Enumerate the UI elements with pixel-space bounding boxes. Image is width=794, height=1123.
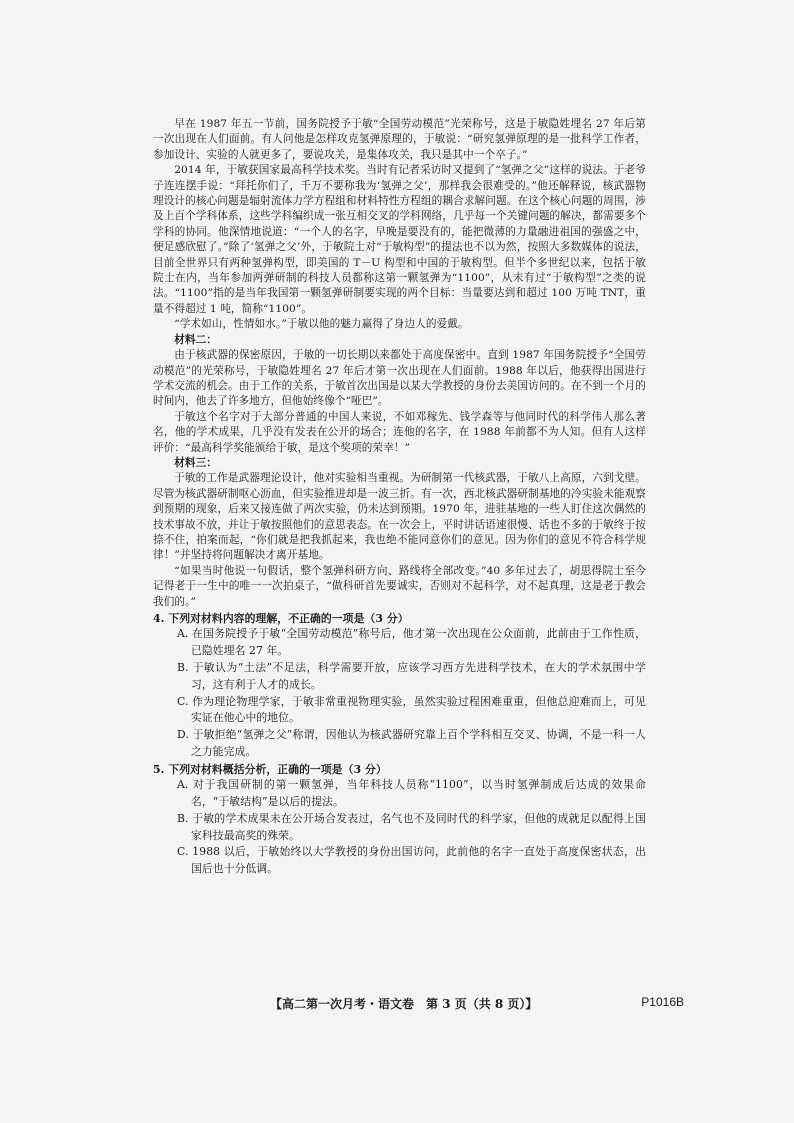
paragraph: 由于核武器的保密原因，于敏的一切长期以来都处于高度保密中。直到 1987 年国务院授予“全国劳动模范”的光荣称号，于敏隐姓埋名 27 年后才第一次出现在人们面前。1988 年以后，他获得出国进行学术交流的机会。由于工作的关系，于敏首次出国是以某大学教授的身份去美国访问的。在不到一个月的时间内，他去了许多地方，但他始终像个“哑巴”。 (153, 349, 646, 408)
paragraph: 于敏这个名字对于大部分普通的中国人来说，不如邓稼先、钱学森等与他同时代的科学伟人那么著名，他的学术成果，几乎没有发表在公开的场合；连他的名字，在 1988 年前都不为人知。但有人这样评价：“最高科学奖能颁给于敏，是这个奖项的荣幸！” (153, 410, 646, 454)
option-b: B. 于敏的学术成果未在公开场合发表过，名气也不及同时代的科学家，但他的成就足以配得上国家科技最高奖的殊荣。 (177, 811, 646, 842)
option-c: C. 1988 以后，于敏始终以大学教授的身份出国访问，此前他的名字一直处于高度保密状态，出国后也十分低调。 (177, 845, 646, 876)
option-a: A. 在国务院授予于敏“全国劳动模范”称号后，他才第一次出现在公众面前，此前由于工作性质，已隐姓埋名 27 年。 (177, 627, 646, 658)
option-d: D. 于敏拒绝“氢弹之父”称谓，因他认为核武器研究靠上百个学科相互交叉、协调，不是一科一人之力能完成。 (177, 728, 646, 758)
paragraph: 于敏的工作是武器理论设计，他对实验相当重视。为研制第一代核武器，于敏八上高原，六到戈壁。尽管为核武器研制呕心沥血，但实验推进却是一波三折。有一次，西北核武器研制基地的冷实验未能观察到预期的现象，后来又接连做了两次实验，仍未达到预期。1970 年，进驻基地的一些人盯住这次偶然的技术事故不放，并让于敏按照他们的意思表态。在一次会上，平时讲话语速很慢、话也不多的于敏终于按捺不住，拍案而起，“你们就是把我抓起来，我也绝不能同意你们的意见。因为你们的意见不符合科学规律！”并坚持将问题解决才离开基地。 (153, 472, 646, 562)
page-footer (270, 995, 684, 1012)
question-4 (153, 611, 646, 761)
material-heading: 材料二： (174, 333, 217, 346)
question-title: 4. 下列对材料内容的理解，不正确的一项是（3 分） (153, 612, 409, 625)
option-b: B. 于敏认为“土法”不足法，科学需要开放，应该学习西方先进科学技术，在大的学术氛围中学习，这有利于人才的成长。 (177, 661, 646, 691)
question-title: 5. 下列对材料概括分析，正确的一项是（3 分） (153, 762, 387, 776)
option-c: C. 作为理论物理学家，于敏非常重视物理实验，虽然实验过程困难重重，但他总迎难而上，可见实证在他心中的地位。 (177, 694, 646, 725)
material-heading: 材料三： (174, 456, 217, 469)
paragraph: 早在 1987 年五一节前，国务院授予于敏“全国劳动模范”光荣称号，这是于敏隐姓埋名 27 年后第一次出现在人们面前。有人问他是怎样攻克氢弹原理的，于敏说：“研究氢弹原理的是一批科学工作者，参加设计、实验的人就更多了，要说攻关，是集体攻关，我只是其中一个卒子。” (153, 118, 646, 161)
paragraph: “学术如山，性情如水。”于敏以他的魅力赢得了身边人的爱戴。 (174, 318, 469, 331)
paragraph: “如果当时他说一句假话，整个氢弹科研方向、路线将全部改变。”40 多年过去了，胡思得院士至今记得老于一生中的唯一一次拍桌子，“做科研首先要诚实，否则对不起科学，对不起真理，这是老于教会我们的。” (153, 564, 646, 608)
paragraph: 2014 年，于敏获国家最高科学技术奖。当时有记者采访时又提到了“氢弹之父”这样的说法。于老爷子连连摆手说：“拜托你们了，千万不要称我为‘氢弹之父’，那样我会很难受的。”他还解释说，核武器物理设计的核心问题是辐射流体力学方程组和材料特性方程组的耦合求解问题。在这个核心问题的周围，涉及上百个学科体系，这些学科编织成一张互相交叉的学科网络，几乎每一个关键问题的解决，都需要多个学科的协同。他深情地说道：“一个人的名字，早晚是要没有的，能把微薄的力量融进祖国的强盛之中，便足感欣慰了。”除了‘氢弹之父’外，于敏院士对“于敏构型”的提法也不以为然，按照大多数媒体的说法，目前全世界只有两种氢弹构型，即美国的 T－U 构型和中国的于敏构型。但半个多世纪以来，包括于敏院士在内，当年参加两弹研制的科技人员都称这第一颗氢弹为“1100”，从未有过“于敏构型”之类的说法。“1100”指的是当年我国第一颗氢弹研制要实现的两个目标：当量要达到和超过 100 万吨 TNT，重量不得超过 1 吨，简称“1100”。 (153, 164, 646, 315)
footer-page-info: 【高二第一次月考・语文卷 第 3 页（共 8 页）】 (270, 997, 538, 1011)
footer-code: P1016B (641, 995, 684, 1009)
option-a: A. 对于我国研制的第一颗氢弹，当年科技人员称“1100”，以当时氢弹制成后达成的效果命名，“于敏结构”是以后的提法。 (177, 778, 646, 808)
question-5 (153, 762, 646, 878)
passage-content (153, 117, 646, 878)
